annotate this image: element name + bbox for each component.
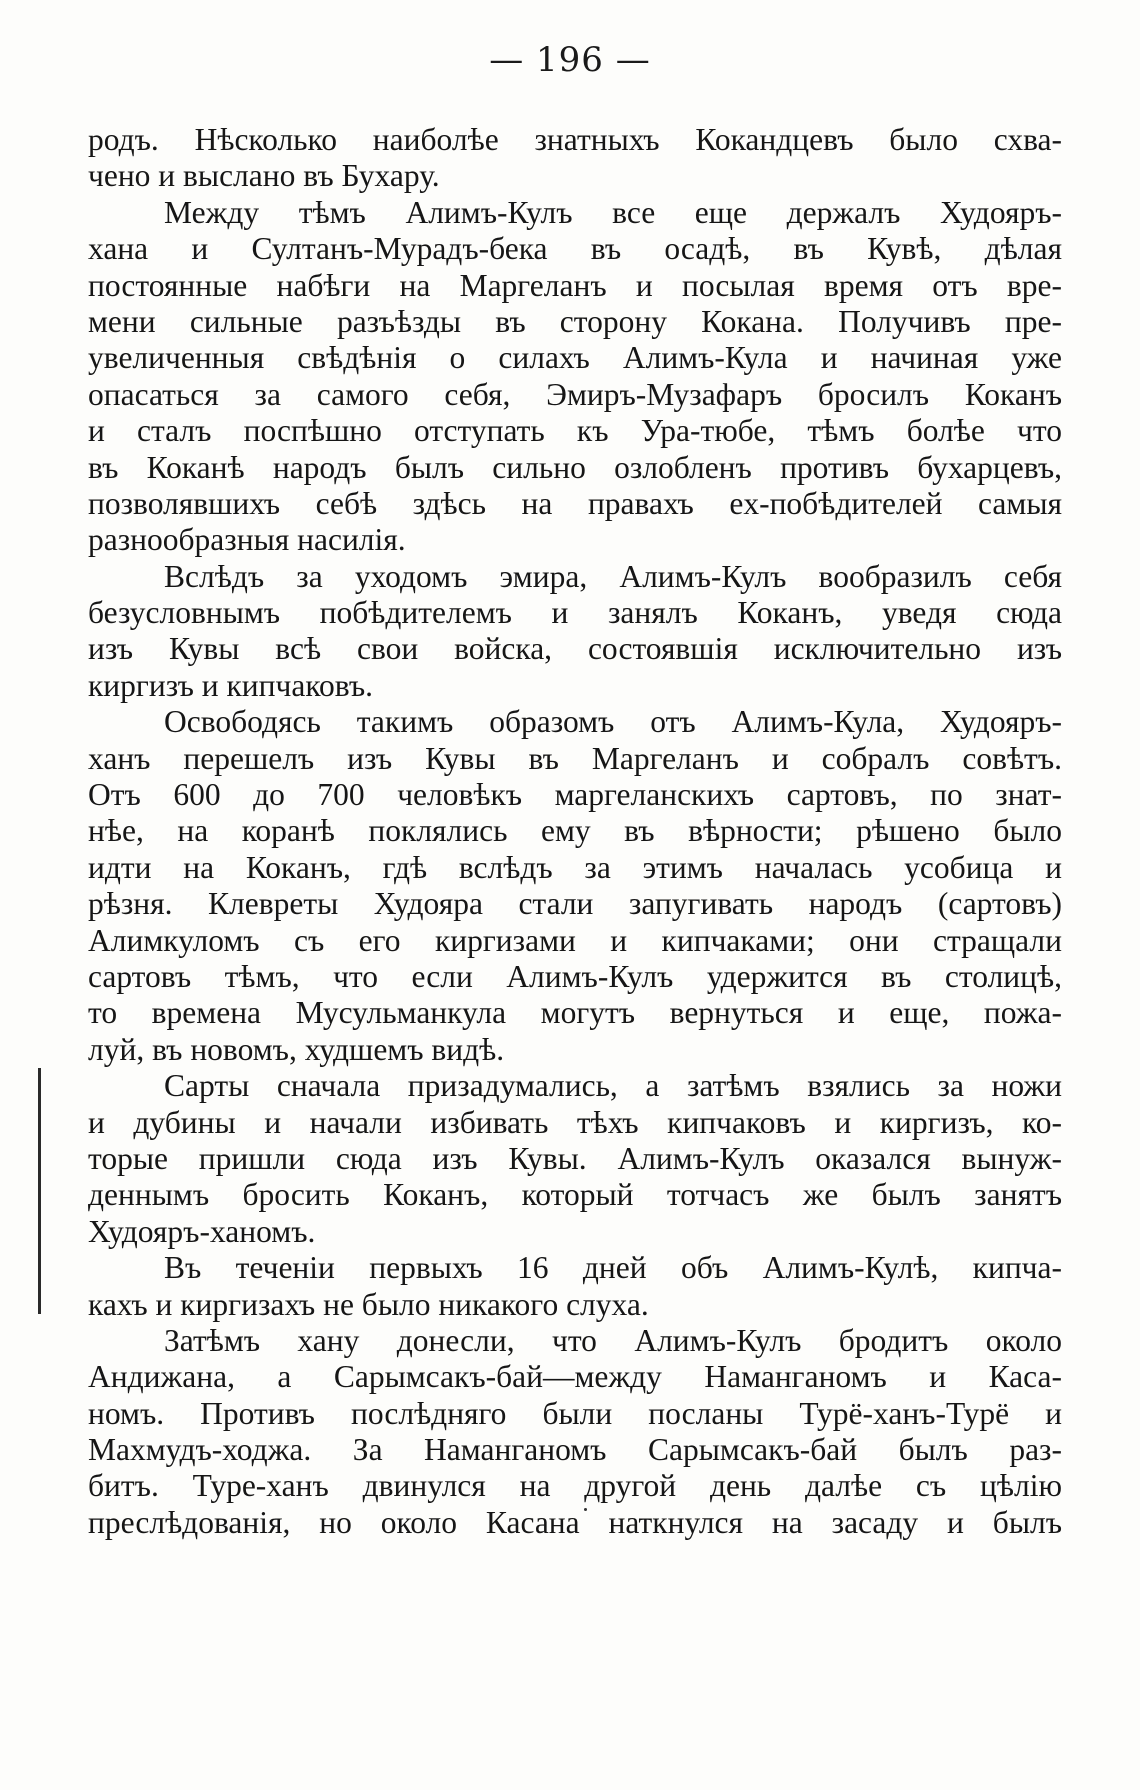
text-line: Худояръ-ханомъ. — [88, 1213, 316, 1249]
margin-pencil-mark — [38, 1068, 41, 1314]
text-line: увеличенныя свѣдѣнія о силахъ Алимъ-Кула и начиная уже — [88, 340, 1062, 376]
text-line: битъ. Туре-ханъ двинулся на другой день далѣе съ цѣлію — [88, 1468, 1062, 1504]
text-line: Алимкуломъ съ его киргизами и кипчаками; они стращали — [88, 922, 1062, 958]
text-line: кахъ и киргизахъ не было никакого слуха. — [88, 1286, 649, 1322]
text-line: Въ теченіи первыхъ 16 дней объ Алимъ-Кулѣ, кипча- — [164, 1250, 1062, 1286]
text-line: Сарты сначала призадумались, а затѣмъ взялись за ножи — [164, 1068, 1062, 1104]
text-line: Затѣмъ хану донесли, что Алимъ-Кулъ бродитъ около — [164, 1322, 1062, 1358]
text-line: разнообразныя насилія. — [88, 522, 406, 558]
text-line: Отъ 600 до 700 человѣкъ маргеланскихъ сартовъ, по знат- — [88, 777, 1062, 813]
text-line: луй, въ новомъ, худшемъ видѣ. — [88, 1031, 505, 1067]
text-line: номъ. Противъ послѣдняго были посланы Турё-ханъ-Турё и — [88, 1395, 1062, 1431]
text-line: Между тѣмъ Алимъ-Кулъ все еще держалъ Худояръ- — [164, 194, 1062, 230]
page-number: — 196 — — [489, 40, 651, 80]
text-line: мени сильные разъѣзды въ сторону Кокана. Получивъ пре- — [88, 303, 1062, 339]
text-line: безусловнымъ побѣдителемъ и занялъ Коканъ, уведя сюда — [88, 595, 1062, 631]
text-line: Махмудъ-ходжа. За Наманганомъ Сарымсакъ-бай былъ раз- — [88, 1432, 1062, 1468]
text-line: ханъ перешелъ изъ Кувы въ Маргеланъ и собралъ совѣтъ. — [88, 740, 1062, 776]
text-line: рѣзня. Клевреты Худояра стали запугивать народъ (сартовъ) — [88, 886, 1062, 922]
text-line: изъ Кувы всѣ свои войска, состоявшія исключительно изъ — [88, 631, 1062, 667]
text-line: въ Коканѣ народъ былъ сильно озлобленъ противъ бухарцевъ, — [88, 449, 1062, 485]
text-line: нѣе, на коранѣ поклялись ему въ вѣрности; рѣшено было — [88, 813, 1062, 849]
text-line: киргизъ и кипчаковъ. — [88, 667, 374, 703]
text-line: то времена Мусульманкула могутъ вернуться и еще, пожа- — [88, 995, 1062, 1031]
text-line: опасаться за самого себя, Эмиръ-Музафаръ бросилъ Коканъ — [88, 376, 1062, 412]
text-line: родъ. Нѣсколько наиболѣе знатныхъ Кокандцевъ было схва- — [88, 122, 1062, 157]
text-line: сартовъ тѣмъ, что если Алимъ-Кулъ удержится въ столицѣ, — [88, 958, 1062, 994]
text-line: чено и выслано въ Бухару. — [88, 158, 440, 194]
text-line: Освободясь такимъ образомъ отъ Алимъ-Кула, Худояръ- — [164, 704, 1062, 740]
text-line: деннымъ бросить Коканъ, который тотчасъ же былъ занятъ — [88, 1177, 1062, 1213]
text-line: Вслѣдъ за уходомъ эмира, Алимъ-Кулъ вообразилъ себя — [164, 558, 1062, 594]
text-line: хана и Султанъ-Мурадъ-бека въ осадѣ, въ Кувѣ, дѣлая — [88, 231, 1062, 267]
text-line: торые пришли сюда изъ Кувы. Алимъ-Кулъ оказался вынуж- — [88, 1140, 1062, 1176]
text-line: и дубины и начали избивать тѣхъ кипчаковъ и киргизъ, ко- — [88, 1104, 1062, 1140]
text-line: преслѣдованія, но около Касана наткнулся на засаду и былъ — [88, 1504, 1062, 1540]
text-line: идти на Коканъ, гдѣ вслѣдъ за этимъ началась усобица и — [88, 849, 1062, 885]
text-line: и сталъ поспѣшно отступать къ Ура-тюбе, тѣмъ болѣе что — [88, 413, 1062, 449]
text-line: позволявшихъ себѣ здѣсь на правахъ ex-побѣдителей самыя — [88, 485, 1062, 521]
body-text — [88, 122, 1062, 1541]
text-line: Андижана, а Сарымсакъ-бай—между Наманганомъ и Каса- — [88, 1359, 1062, 1395]
text-line: постоянные набѣги на Маргеланъ и посылая время отъ вре- — [88, 267, 1062, 303]
